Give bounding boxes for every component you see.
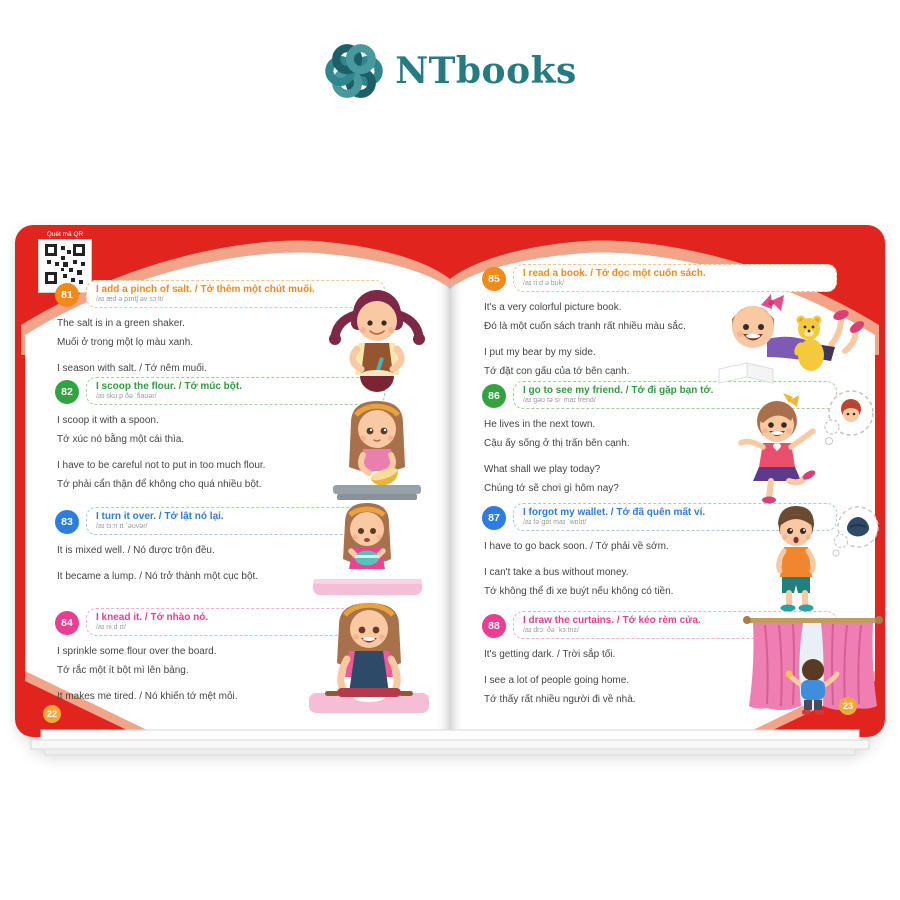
entry-number-badge: 85 — [482, 267, 506, 291]
body-line: It makes me tired. / Nó khiến tớ mệt mỏi. — [57, 691, 238, 702]
entry-phonetic: /aɪ riːd ə bʊk/ — [523, 280, 565, 287]
body-line: I put my bear by my side. — [484, 347, 596, 358]
body-line: I scoop it with a spoon. — [57, 415, 159, 426]
body-line: Tớ rắc một ít bột mì lên bảng. — [57, 665, 189, 676]
entry-number-badge: 86 — [482, 384, 506, 408]
entry-number-badge: 88 — [482, 614, 506, 638]
open-book — [15, 225, 885, 760]
entry-title: I scoop the flour. / Tớ múc bột. — [96, 381, 243, 392]
body-line: It is mixed well. / Nó được trộn đều. — [57, 545, 215, 556]
entry-title: I turn it over. / Tớ lật nó lại. — [96, 511, 224, 522]
right-page-number: 23 — [839, 697, 857, 715]
brand-name: NTbooks — [395, 50, 577, 92]
body-line: It became a lump. / Nó trở thành một cục bột. — [57, 571, 259, 582]
body-line: It's a very colorful picture book. — [484, 302, 622, 313]
entry-number-badge: 82 — [55, 380, 79, 404]
body-line: Cậu ấy sống ở thị trấn bên cạnh. — [484, 438, 630, 449]
body-line: I can't take a bus without money. — [484, 567, 629, 578]
girl-reading-with-teddy-bear-illustration — [713, 285, 873, 385]
boy-thinking-of-wallet-illustration — [750, 503, 885, 613]
entry-phonetic: /aɪ niːd ɪt/ — [96, 624, 126, 631]
body-line: I have to go back soon. / Tớ phải về sớm. — [484, 541, 669, 552]
body-line: Muối ở trong một lọ màu xanh. — [57, 337, 194, 348]
girl-running-thinking-of-friend-illustration — [733, 387, 881, 505]
qr-caption: Quét mã QR — [46, 231, 84, 238]
entry-title: I draw the curtains. / Tớ kéo rèm cửa. — [523, 615, 701, 626]
girl-mixing-bowl-illustration — [327, 281, 427, 399]
entry-number-badge: 84 — [55, 611, 79, 635]
body-line: I season with salt. / Tớ nêm muối. — [57, 363, 207, 374]
brand-logo — [0, 40, 900, 102]
body-line: Đó là một cuốn sách tranh rất nhiều màu sắc. — [484, 321, 686, 332]
entry-title: I forgot my wallet. / Tớ đã quên mất ví. — [523, 507, 706, 518]
body-line: Tớ không thể đi xe buýt nếu không có tiền. — [484, 586, 674, 597]
entry-number-badge: 81 — [55, 283, 79, 307]
body-line: I sprinkle some flour over the board. — [57, 646, 217, 657]
body-line: Chúng tớ sẽ chơi gì hôm nay? — [484, 483, 619, 494]
body-line: Tớ đặt con gấu của tớ bên cạnh. — [484, 366, 630, 377]
entry-phonetic: /aɪ gəʊ tə siː maɪ frend/ — [523, 397, 596, 404]
body-line: What shall we play today? — [484, 464, 601, 475]
body-line: I have to be careful not to put in too much flour. — [57, 460, 266, 471]
left-page-number: 22 — [43, 705, 61, 723]
entry-title: I add a pinch of salt. / Tớ thêm một chút muối. — [96, 284, 315, 295]
boy-drawing-pink-curtains-illustration — [743, 610, 883, 718]
girl-kneading-dough-illustration — [303, 597, 435, 719]
entry-phonetic: /aɪ tɜːn ɪt ˈəʊvər/ — [96, 523, 148, 530]
body-line: It's getting dark. / Trời sắp tối. — [484, 649, 616, 660]
girl-scooping-flour-illustration — [327, 393, 427, 505]
entry-title: I read a book. / Tớ đọc một cuốn sách. — [523, 268, 706, 279]
entry-phonetic: /aɪ skuːp ðə ˈflaʊər/ — [96, 393, 157, 400]
entry-number-badge: 83 — [55, 510, 79, 534]
entry-title: I go to see my friend. / Tớ đi gặp bạn tớ. — [523, 385, 714, 396]
girl-turning-dough-illustration — [305, 497, 430, 603]
body-line: The salt is in a green shaker. — [57, 318, 185, 329]
knot-flower-icon — [323, 40, 385, 102]
entry-title: I knead it. / Tớ nhào nó. — [96, 612, 209, 623]
entry-phonetic: /aɪ fəˈgɒt maɪ ˈwɒlɪt/ — [523, 519, 587, 526]
body-line: Tớ thấy rất nhiều người đi về nhà. — [484, 694, 636, 705]
entry-number-badge: 87 — [482, 506, 506, 530]
entry-phonetic: /aɪ æd ə pɪntʃ əv sɔːlt/ — [96, 296, 164, 303]
body-line: Tớ phải cẩn thận để không cho quá nhiều bột. — [57, 479, 262, 490]
entry-phonetic: /aɪ drɔː ðə ˈkɜːtnz/ — [523, 627, 579, 634]
body-line: He lives in the next town. — [484, 419, 596, 430]
body-line: I see a lot of people going home. — [484, 675, 630, 686]
body-line: Tớ xúc nó bằng một cái thìa. — [57, 434, 185, 445]
